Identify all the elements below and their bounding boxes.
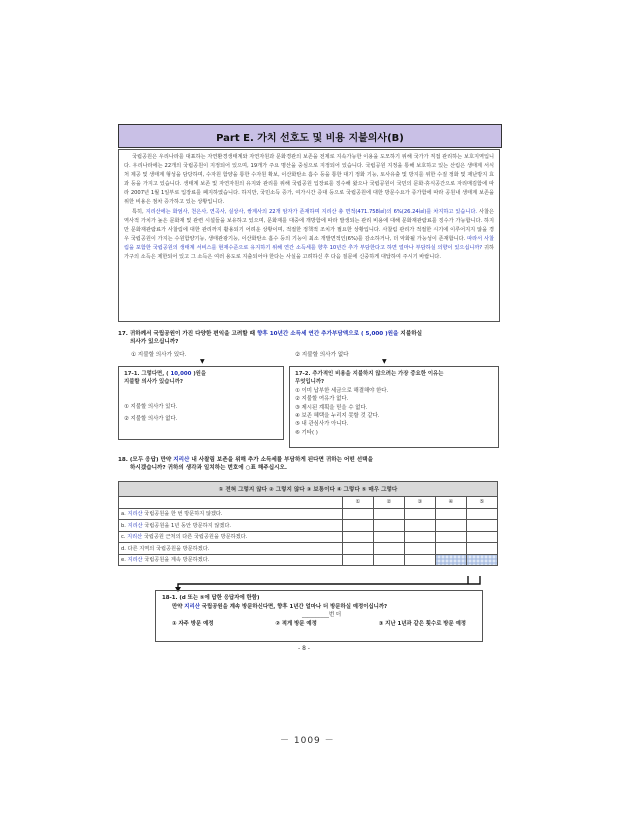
likert-cell[interactable] [405,508,436,520]
likert-cell[interactable] [436,520,467,532]
likert-table [118,481,498,566]
likert-corner [119,497,343,509]
q17-option-2[interactable]: ② 지불할 의사가 없다 [295,352,349,358]
likert-cell[interactable] [343,543,374,555]
likert-row-label: b. 지리산 국립공원을 1년 동안 방문하지 않겠다. [119,520,343,532]
q17-2-option-1[interactable]: ① 이미 납부한 세금으로 해결해야 한다. [295,387,389,394]
likert-cell[interactable] [374,508,405,520]
footer-page-number: － 1009 － [280,736,335,746]
q18-1-count-input[interactable]: __________번 더 [302,612,342,619]
likert-cell[interactable] [405,520,436,532]
likert-cell-highlight[interactable] [467,554,498,566]
likert-row-label: e. 지리산 국립공원을 계속 방문하겠다. [119,554,343,566]
likert-col-3: ③ [405,497,436,509]
q17-option-1[interactable]: ① 지불할 의사가 있다. [131,352,187,358]
likert-cell[interactable] [467,520,498,532]
table-row [119,508,498,520]
q17-1-option-1[interactable]: ① 지불할 의사가 있다. [124,403,178,410]
likert-cell[interactable] [436,508,467,520]
q17-post: 지불하실 [398,331,423,337]
q17-2-line1: 17-2. 추가적인 비용을 지불하지 않으려는 가장 중요한 이유는 [295,371,444,377]
likert-cell[interactable] [343,531,374,543]
q17-pre: 17. 귀하께서 국립공원이 가진 다양한 편익을 고려할 때 [118,331,257,337]
likert-cell[interactable] [374,543,405,555]
q18-1-option-2[interactable]: ② 적게 방문 예정 [275,620,317,627]
likert-col-2: ② [374,497,405,509]
likert-cell[interactable] [467,531,498,543]
q18-1-line1: 18-1. (d 또는 ⑤에 답한 응답자에 한함) [162,595,260,601]
arrow-down-icon: ▼ [382,358,387,365]
likert-cell[interactable] [436,543,467,555]
likert-cell[interactable] [374,531,405,543]
likert-cell-highlight[interactable] [436,554,467,566]
table-row [119,520,498,532]
likert-row-label: c. 지리산 국립공원 근처의 다른 국립공원을 방문하겠다. [119,531,343,543]
table-row [119,554,498,566]
q17-2-option-4[interactable]: ④ 보존 혜택을 누리지 못할 것 같다. [295,413,380,420]
q17-2-option-3[interactable]: ③ 제시된 계획을 믿을 수 없다. [295,404,368,411]
section-title: Part E. 가치 선호도 및 비용 지불의사(B) [118,124,502,148]
q17-line2: 의사가 있으십니까? [130,339,179,345]
q18-1-option-3[interactable]: ③ 지난 1년과 같은 횟수로 방문 예정 [378,620,466,627]
q17-1-option-2[interactable]: ② 지불할 의사가 없다. [124,416,178,423]
q17-2-line2: 무엇입니까? [295,379,325,386]
page-number: - 8 - [298,645,310,652]
q17-2-option-2[interactable]: ② 지불할 여유가 없다. [295,396,349,403]
likert-cell[interactable] [343,508,374,520]
likert-cell[interactable] [405,554,436,566]
likert-col-1: ① [343,497,374,509]
likert-row-label: a. 지리산 국립공원을 한 번 방문하지 않겠다. [119,508,343,520]
likert-cell[interactable] [405,543,436,555]
table-row [119,531,498,543]
intro-p2-post: 귀하 가구의 소득은 제한되어 있고 그 소득은 여러 용도로 지출되어야 한다는 사실을 고려하신 후 다음 질문에 신중하게 대답하여 주시기 바랍니다. [124,245,495,260]
likert-header: ① 전혀 그렇지 않다 ② 그렇지 않다 ③ 보통이다 ④ 그렇다 ⑤ 매우 그렇다 [119,482,498,497]
likert-cell[interactable] [467,543,498,555]
likert-cell[interactable] [343,520,374,532]
q18-1-box [155,590,483,642]
q18-1-line2: 만약 지리산 국립공원을 계속 방문하신다면, 향후 1년간 얼마나 더 방문하실 예정이십니까? [172,603,388,610]
q18-line2: 하시겠습니까? 귀하의 생각과 일치하는 번호에 ○표 해주십시오. [130,465,288,471]
intro-p2-highlight-2: 따라서 사찰림을 포함한 국립공원의 생태계 서비스를 현재수준으로 유지하기 위해 연간 소득세를 향후 10년간 추가 부담한다고 하면 얼마나 부담하실 의향이 있으십니까? [124,236,494,252]
q17-1-line2: 지불할 의사가 있습니까? [124,379,183,386]
likert-col-4: ④ [436,497,467,509]
likert-col-5: ⑤ [467,497,498,509]
intro-p2-highlight: 지리산에는 화엄사, 천은사, 연곡사, 실상사, 쌍계사의 22개 암자가 존재하며 지리산 총 면적(471.758㎢)의 6%(26.24㎢)를 차지하고 있습니다. [145,209,478,216]
q17-highlight: 향후 10년간 소득세 연간 추가부담액으로 ( 5,000 )원을 [256,331,399,337]
arrow-down-icon: ▼ [200,358,205,365]
likert-cell[interactable] [467,508,498,520]
q17-2-option-6[interactable]: ⑥ 기타( ) [295,429,318,436]
table-row [119,543,498,555]
intro-p2-pre: 특히, [132,209,146,216]
q17-1-line1: 17-1. 그렇다면, ( 10,000 )원을 [124,371,207,377]
q17-2-box [289,366,499,448]
q17-1-box [118,366,284,440]
q18-1-options [162,620,476,629]
intro-paragraph-1: 국립공원은 우리나라를 대표하는 자연환경생태계와 자연자원과 문화경관의 보존을 전제로 지속가능한 이용을 도모하기 위해 국가가 직접 관리하는 보호지역입니다. 우리나라에는 22개의 국립공원이 지정되어 있으며, 19개가 주요 명산을 중심으로 지정되어 있습니다. 국립공원 지정을 통해 보호하고 있는 산림은 생태계 서식처 제공 및 생태계 형성을 담당하며, 수자원 함양을 통한 수자원 확보, 이산화탄소 흡수 등을 통한 대기 정화 기능, 토사유출 및 방지를 위한 수질 정화 및 재난방지 효과 등을 가지고 있습니다. 생태계 보존 및 자연자원의 유지와 관리를 위해 국립공원 입장료를 징수해 왔으나 국립공원이 국민의 문화·휴식공간으로 자리매김함에 따라 2007년 1월 1일부로 입장료를 폐지하였습니다. 하지만, 국민소득 증가, 여가시간 증대 등으로 국립공원에 대한 방문수요가 증가함에 따라 공원내 생태계 보존을 위한 비용은 점차 증가하고 있는 상황입니다. [124,154,494,205]
q17-2-option-5[interactable]: ⑤ 내 관심사가 아니다. [295,421,349,428]
intro-box [118,149,500,322]
likert-cell[interactable] [374,520,405,532]
likert-cell[interactable] [405,531,436,543]
q18-text: 18. (모두 응답) 만약 지리산 내 사찰림 보존을 위해 추가 소득세를 부담하게 된다면 귀하는 어떤 선택을 하시겠습니까? 귀하의 생각과 일치하는 번호에 ○표 해주십시오. [118,457,373,471]
likert-cell[interactable] [343,554,374,566]
q17-text [118,330,503,346]
likert-cell[interactable] [374,554,405,566]
intro-paragraph-2 [124,208,494,261]
q18-1-option-1[interactable]: ① 자주 방문 예정 [172,620,214,627]
likert-row-label: d. 다른 지역의 국립공원을 방문하겠다. [119,543,343,555]
intro-p2-mid: 사찰은 역사적 가치가 높은 문화재 및 관련 시설들을 보유하고 있으며, 문화재를 대중에 개방함에 따라 발생되는 관리 비용에 대해 문화재관람료를 징수가 가능합니다. 하지만 문화재관람료가 사찰림에 대한 관리까지 활용되기 어려운 상황이며, 적절한 정책적 조치가 필요한 상황입니다. 사찰림 관리가 적절한 시기에 이루어지지 않을 경우 국립공원이 가지는 수원함양기능, 생태관광기능, 이산화탄소 흡수 등의 기능이 최소 개발면적인(6%)를 감소하거나, 더 악화될 가능성이 존재합니다. [124,209,495,243]
likert-cell[interactable] [436,531,467,543]
